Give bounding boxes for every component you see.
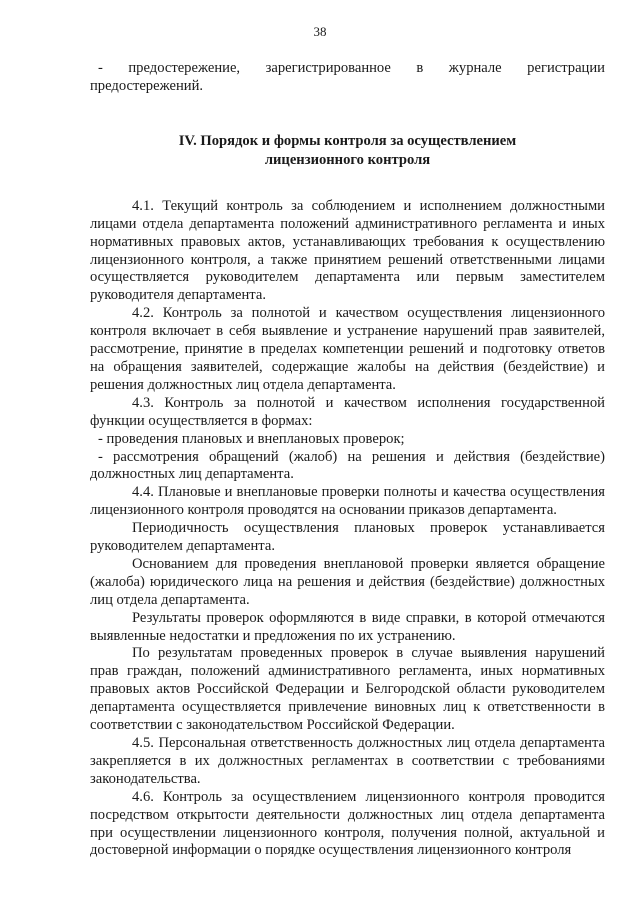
intro-paragraph: - предостережение, зарегистрированное в журнале регистрации предостережений.: [90, 60, 605, 94]
paragraph-4-4: 4.4. Плановые и внеплановые проверки полноты и качества осуществления лицензионного контроля проводятся на основании приказов департамента.: [90, 484, 605, 519]
section-title: [90, 132, 605, 170]
section-title-line-2: лицензионного контроля: [264, 151, 431, 168]
page-number: 38: [313, 24, 327, 39]
paragraph-violations: По результатам проведенных проверок в случае выявления нарушений прав граждан, положений административного регламента, иных нормативных правовых актов Российской Федерации и Белгородской области руководителем департамента осуществляется привлечение виновных лиц к ответственности в соответствии с законодательством Российской Федерации.: [90, 645, 605, 734]
section-title-line-1: IV. Порядок и формы контроля за осуществлением: [178, 132, 517, 149]
paragraph-4-2: 4.2. Контроль за полнотой и качеством осуществления лицензионного контроля включает в себя выявление и устранение нарушений прав заявителей, рассмотрение, принятие в пределах компетенции решений и подготовку ответов на обращения заявителей, содержащие жалобы на действия (бездействие) и решения должностных лиц отдела департамента.: [90, 305, 605, 393]
list-item-complaints: - рассмотрения обращений (жалоб) на решения и действия (бездействие) должностных лиц департамента.: [90, 448, 605, 483]
list-item-planned-checks: - проведения плановых и внеплановых проверок;: [98, 430, 405, 447]
paragraph-4-1: 4.1. Текущий контроль за соблюдением и исполнением должностными лицами отдела департамента положений административного регламента и иных нормативных правовых актов, устанавливающих требования к осуществлению лицензионного контроля, а также принятием решений ответственными лицами осуществляется руководителем департамента или первым заместителем руководителя департамента.: [90, 197, 605, 304]
paragraph-4-6: 4.6. Контроль за осуществлением лицензионного контроля проводится посредством открытости деятельности должностных лиц отдела департамента при осуществлении лицензионного контроля, получения полной, актуальной и достоверной информации о порядке осуществления лицензионного контроля: [90, 788, 605, 859]
paragraph-4-3: 4.3. Контроль за полнотой и качеством исполнения государственной функции осуществляется в формах:: [90, 394, 605, 429]
paragraph-periodicity: Периодичность осуществления плановых проверок устанавливается руководителем департамента.: [90, 520, 605, 555]
paragraph-unscheduled-basis: Основанием для проведения внеплановой проверки является обращение (жалоба) юридического лица на решения и действия (бездействие) должностных лиц отдела департамента.: [90, 555, 605, 608]
paragraph-4-5: 4.5. Персональная ответственность должностных лиц отдела департамента закрепляется в их должностных регламентах в соответствии с требованиями законодательства.: [90, 735, 605, 787]
document-body: [90, 60, 605, 860]
paragraph-results: Результаты проверок оформляются в виде справки, в которой отмечаются выявленные недостатки и предложения по их устранению.: [90, 609, 605, 644]
